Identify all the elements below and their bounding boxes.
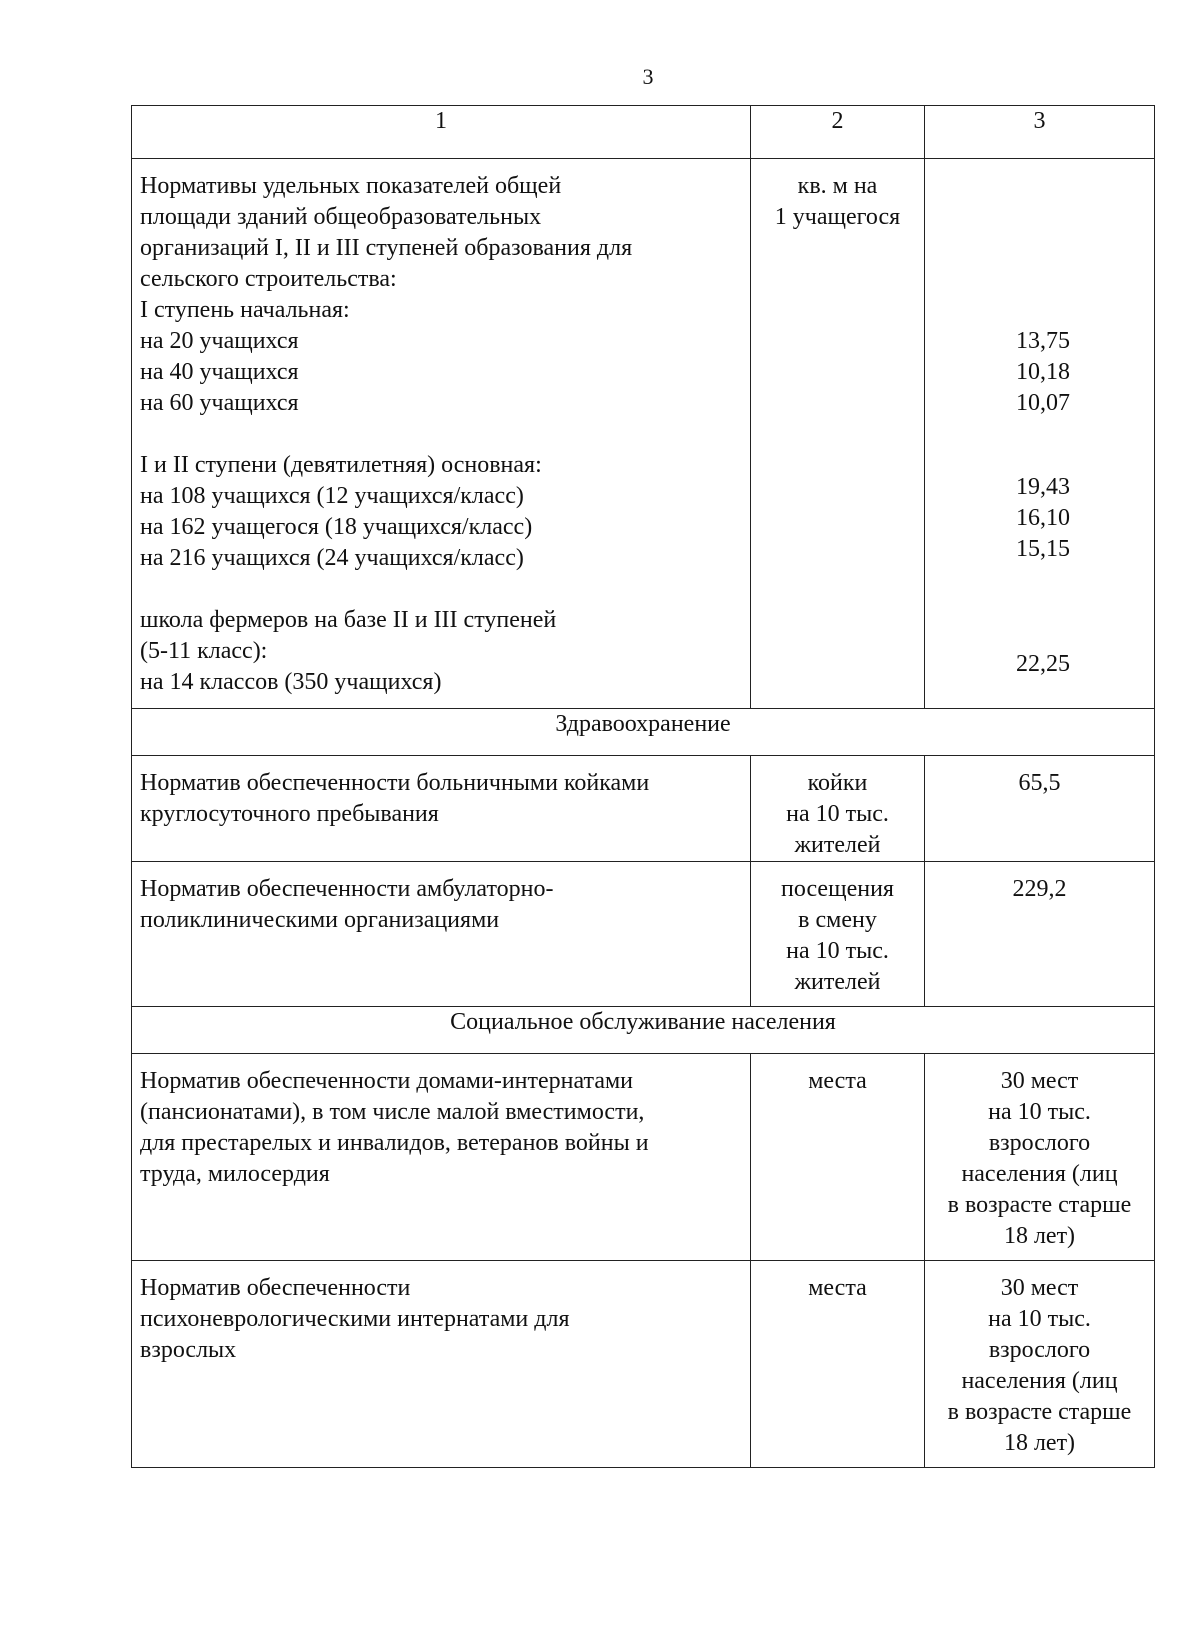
value-line: 13,75 [1016, 328, 1070, 354]
description-line: на 162 учащегося (18 учащихся/класс) [140, 514, 533, 540]
description-line: площади зданий общеобразовательных [140, 204, 542, 230]
norms-table [131, 105, 1155, 1468]
value-cell [925, 756, 1155, 862]
unit-line: места [808, 1068, 867, 1094]
spacer [140, 419, 742, 450]
description-line: I ступень начальная: [140, 297, 350, 323]
unit-line: жителей [794, 832, 881, 858]
value-line: 16,10 [1016, 505, 1070, 531]
description-line: Норматив обеспеченности домами-интернатами [140, 1068, 633, 1094]
table-row [132, 756, 1155, 862]
description-line: (5-11 класс): [140, 638, 268, 664]
section-title: Здравоохранение [132, 709, 1155, 756]
description-line: психоневрологическими интернатами для [140, 1306, 570, 1332]
value-line: 65,5 [1018, 770, 1061, 796]
value-cell [925, 1261, 1155, 1468]
description-line: Нормативы удельных показателей общей [140, 173, 562, 199]
description-line: на 108 учащихся (12 учащихся/класс) [140, 483, 524, 509]
unit-line: кв. м на [797, 173, 878, 199]
value-line: 229,2 [1012, 876, 1067, 902]
column-header-3: 3 [925, 106, 1155, 159]
description-cell [132, 1261, 751, 1468]
description-line: круглосуточного пребывания [140, 801, 439, 827]
unit-cell [751, 1261, 925, 1468]
value-cell [925, 862, 1155, 1007]
description-line: I и II ступени (девятилетняя) основная: [140, 452, 542, 478]
value-line: взрослого [988, 1337, 1091, 1363]
description-line: поликлиническими организациями [140, 907, 500, 933]
value-line: населения (лиц [961, 1161, 1118, 1187]
unit-line: посещения [781, 876, 894, 902]
value-line: 10,07 [1016, 390, 1070, 416]
description-line: Норматив обеспеченности амбулаторно- [140, 876, 554, 902]
column-header-2: 2 [751, 106, 925, 159]
unit-line: койки [807, 770, 868, 796]
description-line: для престарелых и инвалидов, ветеранов войны и [140, 1130, 649, 1156]
unit-line: на 10 тыс. [786, 938, 889, 964]
education-value-cell [925, 159, 1155, 709]
unit-line: места [808, 1275, 867, 1301]
description-line: (пансионатами), в том числе малой вместимости, [140, 1099, 645, 1125]
section-row-health [132, 709, 1155, 756]
value-line: 19,43 [1016, 474, 1070, 500]
value-line: 10,18 [1016, 359, 1070, 385]
unit-line: в смену [798, 907, 877, 933]
section-title: Социальное обслуживание населения [132, 1007, 1155, 1054]
description-line: школа фермеров на базе II и III ступеней [140, 607, 557, 633]
value-cell [925, 1054, 1155, 1261]
page-number: 3 [642, 64, 654, 89]
description-line: Норматив обеспеченности [140, 1275, 411, 1301]
section-row-social [132, 1007, 1155, 1054]
description-line: организаций I, II и III ступеней образования для [140, 235, 633, 261]
description-line: взрослых [140, 1337, 237, 1363]
unit-cell [751, 862, 925, 1007]
table-row [132, 862, 1155, 1007]
value-line: 30 мест [1000, 1068, 1079, 1094]
description-cell [132, 1054, 751, 1261]
column-header-1: 1 [132, 106, 751, 159]
description-cell [132, 756, 751, 862]
value-line: на 10 тыс. [988, 1306, 1091, 1332]
table-row [132, 1054, 1155, 1261]
value-line: взрослого [988, 1130, 1091, 1156]
table-header-row [132, 106, 1155, 159]
value-line: в возрасте старше [947, 1399, 1132, 1425]
description-line: труда, милосердия [140, 1161, 330, 1187]
table-row [132, 159, 1155, 709]
spacer [140, 574, 742, 605]
unit-line: 1 учащегося [774, 204, 901, 230]
description-cell [132, 862, 751, 1007]
value-line: населения (лиц [961, 1368, 1118, 1394]
value-line: 18 лет) [1003, 1223, 1076, 1249]
education-description-cell [132, 159, 751, 709]
description-line: Норматив обеспеченности больничными койками [140, 770, 650, 796]
unit-line: жителей [794, 969, 881, 995]
value-line: 18 лет) [1003, 1430, 1076, 1456]
description-line: на 40 учащихся [140, 359, 299, 385]
value-line: 30 мест [1000, 1275, 1079, 1301]
value-line: 22,25 [1016, 651, 1070, 677]
description-line: сельского строительства: [140, 266, 397, 292]
description-line: на 60 учащихся [140, 390, 299, 416]
unit-cell [751, 756, 925, 862]
description-line: на 216 учащихся (24 учащихся/класс) [140, 545, 524, 571]
table-row [132, 1261, 1155, 1468]
value-line: в возрасте старше [947, 1192, 1132, 1218]
unit-line: на 10 тыс. [786, 801, 889, 827]
description-line: на 20 учащихся [140, 328, 299, 354]
description-line: на 14 классов (350 учащихся) [140, 669, 442, 695]
education-unit-cell [751, 159, 925, 709]
unit-cell [751, 1054, 925, 1261]
value-line: 15,15 [1016, 536, 1070, 562]
value-line: на 10 тыс. [988, 1099, 1091, 1125]
